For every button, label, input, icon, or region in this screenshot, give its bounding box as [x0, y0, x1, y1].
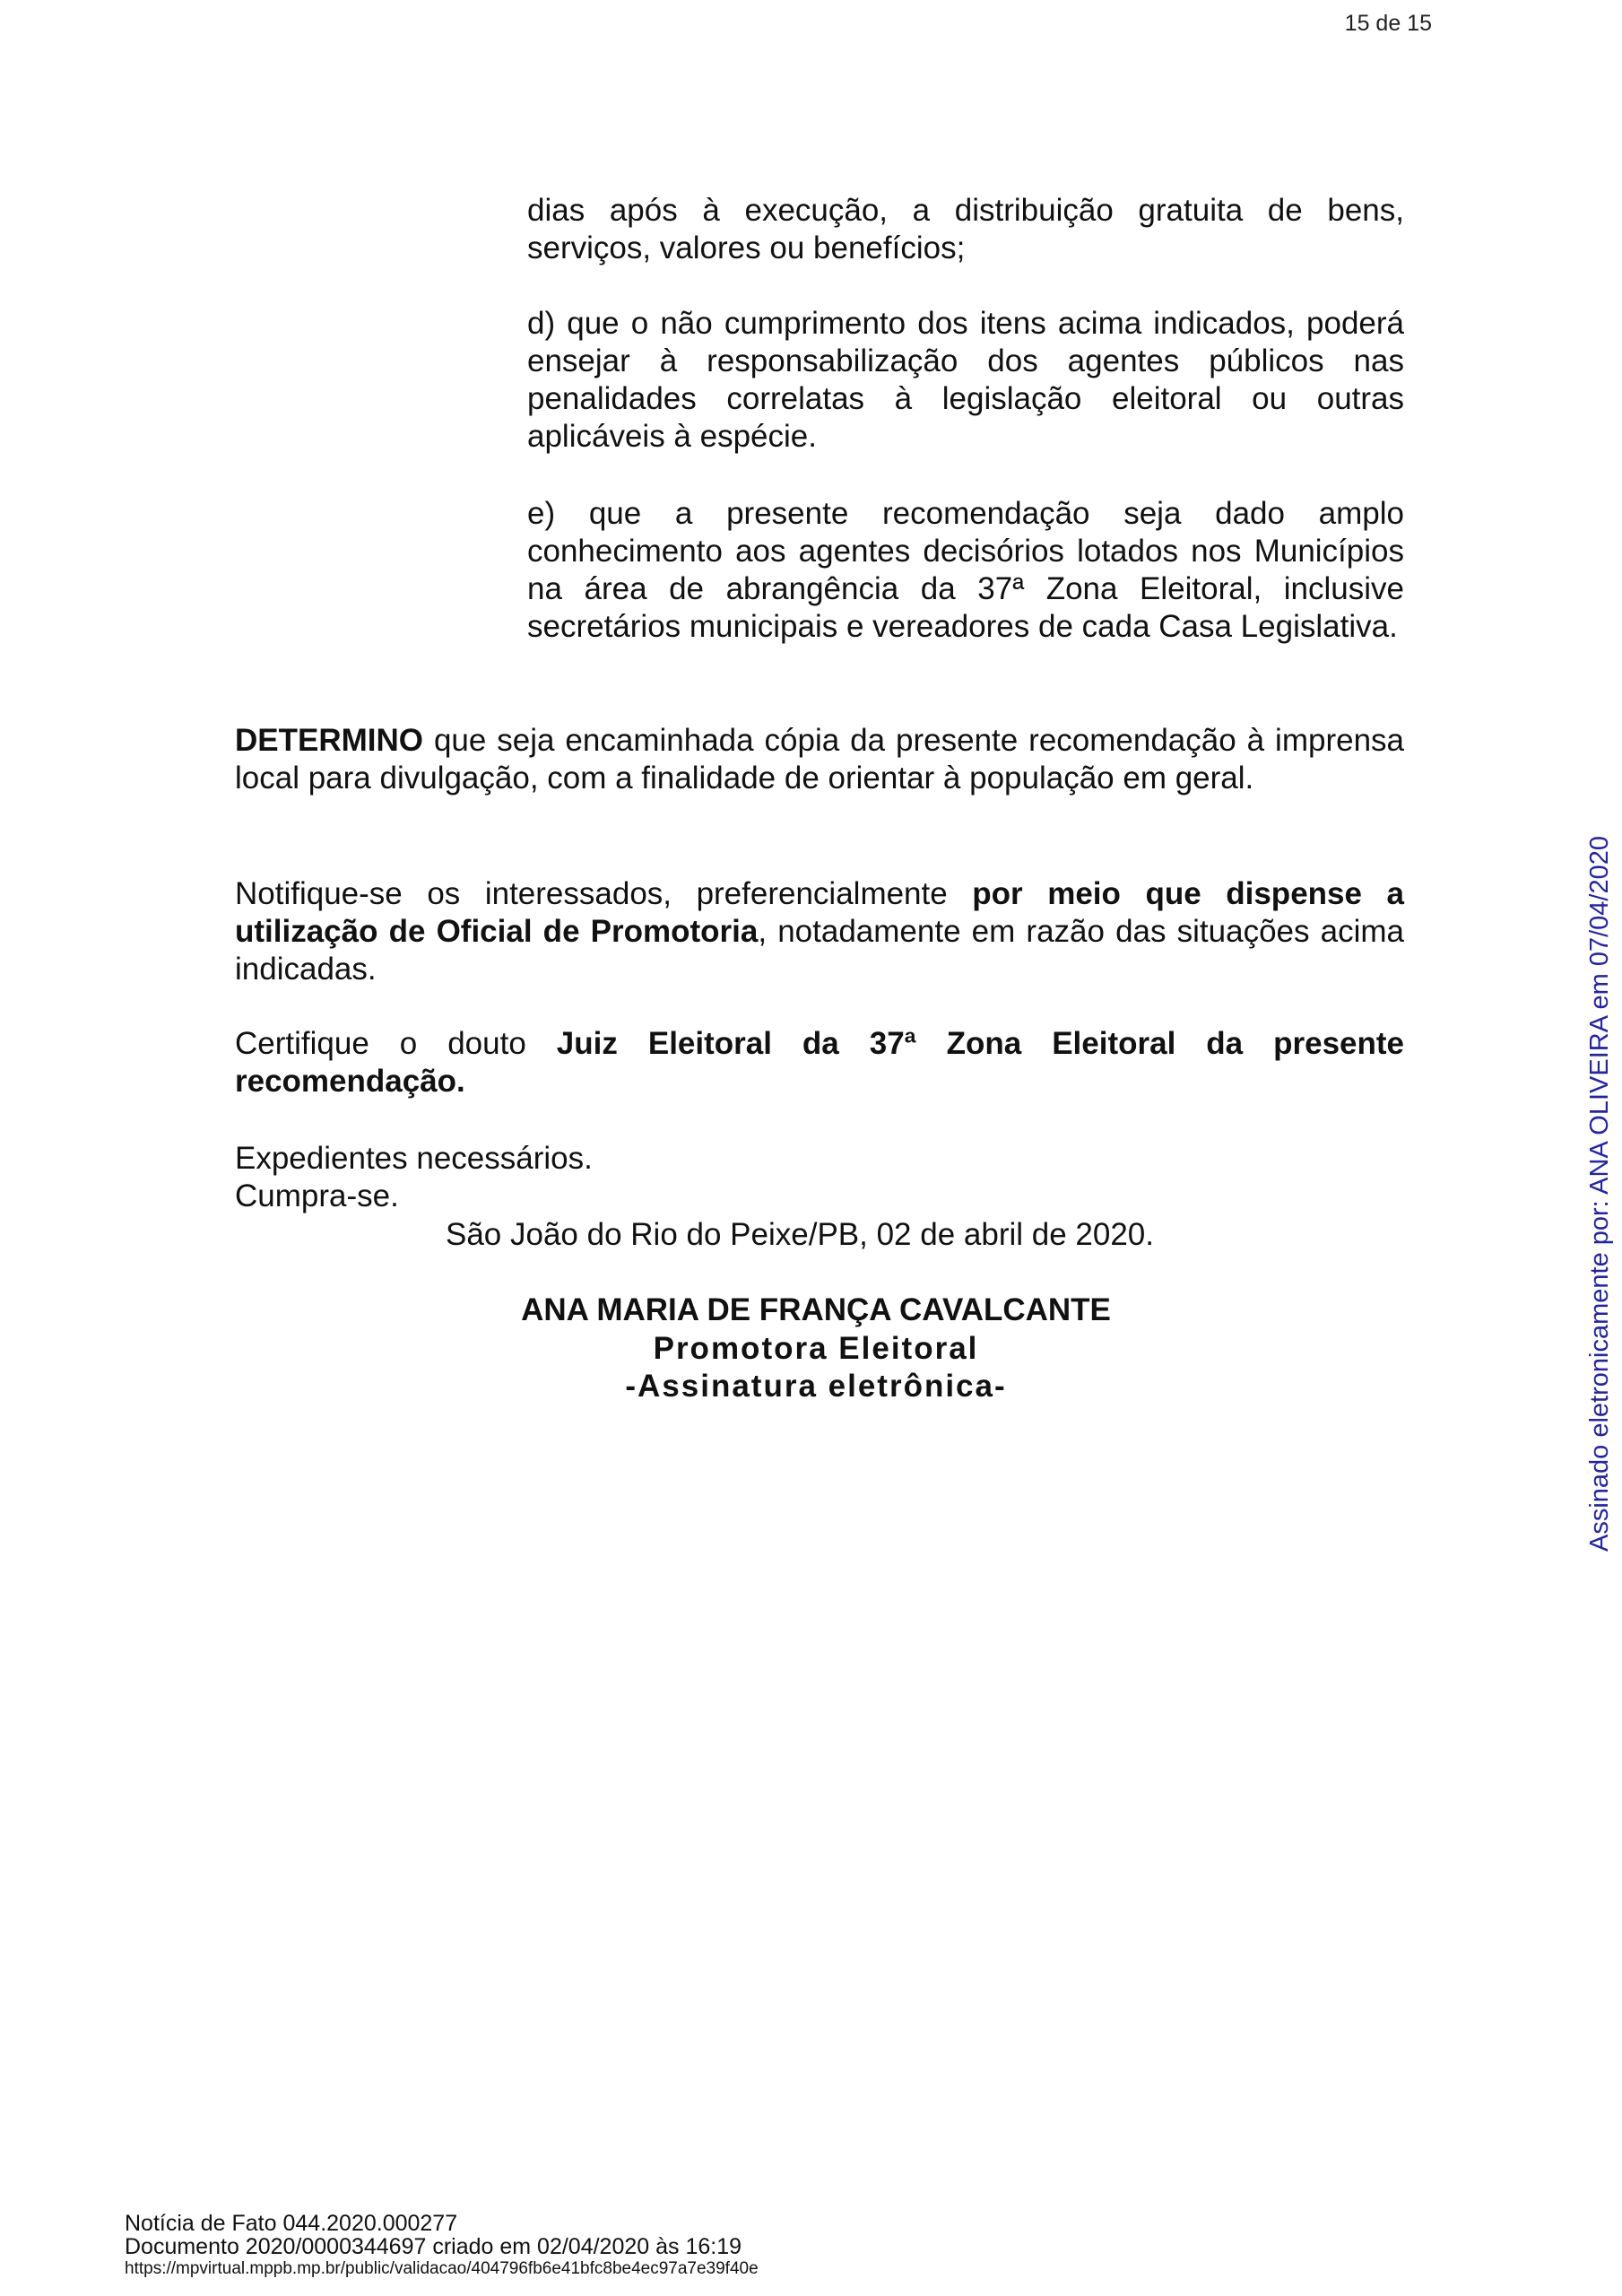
paragraph-item-e: e) que a presente recomendação seja dado amplo conhecimento aos agentes decisórios lotados nos Municípios na área de abrangência da 37ª Zona Eleitoral, inclusive secretários municipais e vereadores de cada Casa Legislativa. [527, 496, 1404, 644]
signer-role: Promotora Eleitoral [653, 1331, 979, 1366]
determino-keyword: DETERMINO [235, 723, 423, 758]
certifique-bold-text: Juiz Eleitoral da 37ª Zona Eleitoral da presente recomendação. [235, 1026, 1405, 1099]
paragraph-item-d: d) que o não cumprimento dos itens acima indicados, poderá ensejar à responsabilização dos agentes públicos nas penalidades correlatas à legislação eleitoral ou outras aplicáveis à espécie. [527, 306, 1404, 454]
cumpra-line: Cumpra-se. [235, 1178, 399, 1213]
footer-documento: Documento 2020/0000344697 criado em 02/04/2020 às 16:19 [125, 2234, 742, 2259]
paragraph-determino [235, 722, 1404, 797]
electronic-signature-note: -Assinatura eletrônica- [625, 1369, 1007, 1404]
page-number: 15 de 15 [1344, 11, 1432, 36]
footer-validation-url: https://mpvirtual.mppb.mp.br/public/validacao/404796fb6e41bfc8be4ec97a7e39f40e [125, 2259, 759, 2278]
notifique-text-end: , notadamente em razão das situações acima indicadas. [235, 914, 1404, 987]
determino-text: que seja encaminhada cópia da presente recomendação à imprensa local para divulgação, com a finalidade de orientar à população em geral. [235, 723, 1404, 796]
paragraph-certifique [235, 1025, 1404, 1100]
paragraph-notifique [235, 875, 1404, 988]
electronic-signature-stamp: Assinado eletronicamente por: ANA OLIVEIRA em 07/04/2020 [1585, 836, 1614, 1552]
certifique-text-start: Certifique o douto [235, 1026, 557, 1061]
paragraph-c-continuation: dias após à execução, a distribuição gratuita de bens, serviços, valores ou benefícios; [527, 193, 1404, 265]
place-date-line: São João do Rio do Peixe/PB, 02 de abril de 2020. [446, 1217, 1154, 1252]
notifique-text-start: Notifique-se os interessados, preferencialmente [235, 876, 973, 911]
footer-noticia: Notícia de Fato 044.2020.000277 [125, 2211, 458, 2236]
signer-name: ANA MARIA DE FRANÇA CAVALCANTE [521, 1292, 1111, 1327]
expedientes-line: Expedientes necessários. [235, 1141, 593, 1176]
notifique-bold-text: por meio que dispense a utilização de Oficial de Promotoria [235, 876, 1404, 949]
